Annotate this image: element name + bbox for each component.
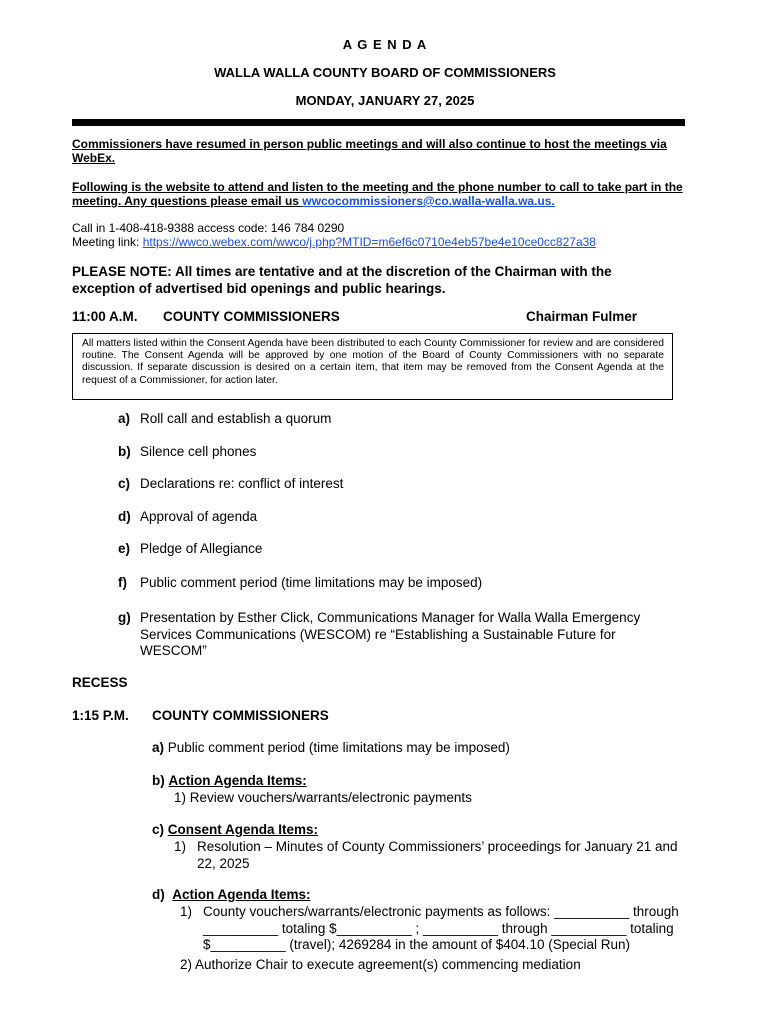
recess-heading: RECESS <box>72 675 128 690</box>
meeting-link-label: Meeting link: <box>72 235 143 249</box>
item-label: a) <box>118 411 131 426</box>
chairman-name: Chairman Fulmer <box>526 309 638 324</box>
consent-agenda-heading: Consent Agenda Items: <box>167 822 319 837</box>
item-text: Presentation by Esther Click, Communications Manager for Walla Walla Emergency Services Communications (WESCOM) re “Establishing a Sustainable Future for WESCOM” <box>140 610 641 658</box>
session1-title: COUNTY COMMISSIONERS <box>163 309 340 324</box>
item-text: Pledge of Allegiance <box>140 541 263 556</box>
session2-item-d-sub1: County vouchers/warrants/electronic payments as follows: __________ through __________ totaling $__________ ; __________ through __________ totaling $__________ (travel); 4269284 in the amount of $404.10 (Special Run) <box>203 904 679 952</box>
consent-agenda-box: All matters listed within the Consent Agenda have been distributed to each County Commissioner for review and are considered routine. The Consent Agenda will be approved by one motion of the Board of County Commissioners with no separate discussion. If separate discussion is desired on a certain item, that item may be removed from the Consent Agenda at the request of a Commissioner, for action later. <box>72 333 673 400</box>
please-note: PLEASE NOTE: All times are tentative and at the discretion of the Chairman with the exception of advertised bid openings and public hearings. <box>72 264 612 296</box>
item-label: a) <box>152 740 165 755</box>
item-text: Declarations re: conflict of interest <box>140 476 344 491</box>
sub-item-number: 1) <box>180 904 193 919</box>
session1-time: 11:00 A.M. <box>72 309 138 324</box>
item-label: f) <box>118 575 127 590</box>
board-name: WALLA WALLA COUNTY BOARD OF COMMISSIONERS <box>214 65 556 80</box>
meeting-link-line <box>72 235 698 249</box>
item-label: c) <box>118 476 131 491</box>
session2-time: 1:15 P.M. <box>72 708 129 723</box>
email-link[interactable]: wwcocommissioners@co.walla-walla.wa.us. <box>302 194 555 208</box>
session2-title: COUNTY COMMISSIONERS <box>152 708 329 723</box>
item-label: g) <box>118 610 131 625</box>
session2-item-d <box>152 887 692 904</box>
item-text: Approval of agenda <box>140 509 258 524</box>
session2-item-c-sub: Resolution – Minutes of County Commissioners’ proceedings for January 21 and 22, 2025 <box>197 839 678 871</box>
session2-item-b <box>152 773 692 790</box>
item-label: c) <box>152 822 165 837</box>
session2-item-b-sub: 1) Review vouchers/warrants/electronic payments <box>174 790 472 805</box>
item-text: Public comment period (time limitations may be imposed) <box>167 740 510 755</box>
session2-item-c <box>152 822 692 839</box>
item-text: Silence cell phones <box>140 444 257 459</box>
call-in-info: Call in 1-408-418-9388 access code: 146 784 0290 <box>72 221 345 235</box>
agenda-title: A G E N D A <box>342 37 428 52</box>
sub-item-number: 1) <box>174 839 187 854</box>
session2-item-d-sub2: 2) Authorize Chair to execute agreement(s) commencing mediation <box>180 957 581 972</box>
item-label: b) <box>152 773 165 788</box>
website-notice-text: Following is the website to attend and listen to the meeting and the phone number to call to take part in the meeting. Any questions please email us <box>72 180 683 208</box>
item-label: d) <box>152 887 165 902</box>
resumed-notice: Commissioners have resumed in person public meetings and will also continue to host the meetings via WebEx. <box>72 137 667 165</box>
session2-item-a <box>152 740 692 757</box>
meeting-date: MONDAY, JANUARY 27, 2025 <box>295 93 475 108</box>
action-agenda-heading-2: Action Agenda Items: <box>172 887 311 902</box>
website-notice <box>72 180 698 208</box>
header-divider <box>72 119 685 126</box>
item-label: d) <box>118 509 131 524</box>
item-label: b) <box>118 444 131 459</box>
item-text: Public comment period (time limitations may be imposed) <box>140 575 483 590</box>
item-label: e) <box>118 541 131 556</box>
meeting-link[interactable]: https://wwco.webex.com/wwco/j.php?MTID=m6ef6c0710e4eb57be4e10ce0cc827a38 <box>142 235 596 249</box>
action-agenda-heading: Action Agenda Items: <box>168 773 307 788</box>
item-text: Roll call and establish a quorum <box>140 411 332 426</box>
